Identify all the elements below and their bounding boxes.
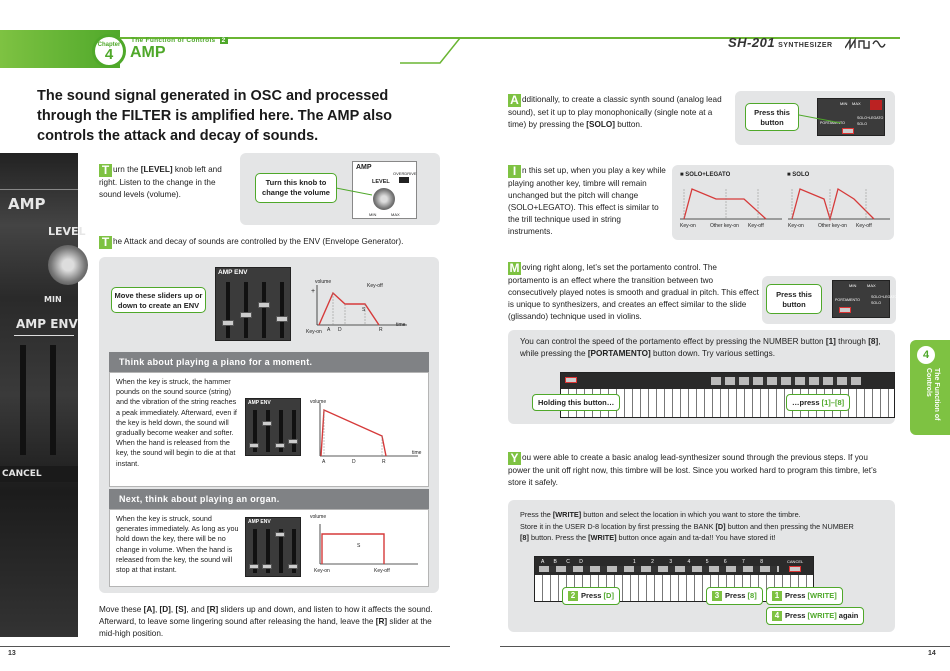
level-min-label: MIN (369, 212, 377, 217)
num-4: 4 (687, 559, 691, 565)
panel-portamento-button[interactable] (565, 377, 577, 383)
text: oving right along, let’s set the portamento control. The portamento is an effect where the transition between two consecutively played notes is smooth and gradual in pitch. This effect is unique to synthesizers, and creates an effect similar to the slide (glissando) technique used in violins. (508, 263, 759, 321)
callout-solo: Press this button (745, 103, 799, 131)
drop-cap: T (99, 164, 112, 177)
brand-name: SH-201 (728, 35, 776, 50)
text: urn the (113, 165, 141, 174)
num-5: 5 (705, 559, 709, 565)
step4-number: 4 (772, 611, 782, 621)
organ-panel (109, 509, 429, 587)
slider-s-track (262, 282, 266, 338)
write-line2 (520, 521, 890, 533)
amp-panel-title: AMP (356, 164, 372, 171)
solo-graph (786, 181, 892, 223)
page-number-left: 13 (8, 650, 16, 657)
callout-pointer (799, 111, 845, 125)
slider-a[interactable] (222, 320, 234, 326)
overdrive-label: OVERDRIVE (393, 171, 417, 176)
bank-d: D (579, 559, 583, 565)
portamento-panel (832, 280, 898, 318)
photo-label-level: LEVEL (48, 225, 86, 238)
photo-slider-track (20, 345, 26, 455)
number-labels (633, 559, 763, 565)
step3-callout (706, 587, 763, 605)
level-figure (240, 153, 440, 225)
step1-number: 1 (772, 591, 782, 601)
callout-portamento: Press this button (766, 284, 822, 314)
store-paragraph (508, 452, 888, 489)
brand-logo (728, 35, 833, 50)
legend-solo-legato: ■ SOLO+LEGATO (680, 172, 731, 178)
text: Store it in the USER D-8 location by first pressing the BANK (520, 521, 716, 531)
write-button[interactable] (789, 566, 801, 572)
piano-env-label: AMP ENV (248, 400, 271, 406)
text: Move these (99, 605, 144, 614)
slider-r-track (280, 282, 284, 338)
bank-number-buttons[interactable] (539, 566, 779, 572)
env-a-label: A (327, 327, 331, 333)
piano-env-panel (245, 398, 301, 456)
waveform-icon (845, 38, 887, 50)
text-accent: [1]–[8] (821, 398, 845, 407)
slider-d[interactable] (240, 312, 252, 318)
overdrive-button[interactable] (399, 177, 409, 183)
slider-s[interactable] (258, 302, 270, 308)
organ-slider-d (262, 564, 272, 569)
side-tab-number: 4 (917, 346, 935, 364)
piano-envelope-graph (310, 398, 425, 470)
callout-sliders: Move these sliders up or down to create an ENV (111, 287, 206, 313)
footer-rule-left (0, 646, 450, 647)
solo-legato-graph (678, 181, 784, 223)
text: Press the (520, 510, 553, 519)
level-knob[interactable] (373, 188, 395, 210)
piano-slider-s (275, 443, 285, 448)
adsr-instructions (99, 604, 439, 640)
step2-callout (562, 587, 620, 605)
level-knob-photo (48, 245, 88, 285)
text: button. Press the (528, 533, 589, 542)
level-paragraph (99, 164, 231, 201)
portamento-button[interactable] (839, 307, 851, 313)
write-text (520, 509, 890, 544)
legend-solo-text: SOLO (792, 172, 810, 178)
piano-heading: Think about playing a piano for a moment. (109, 352, 429, 372)
text: You can control the speed of the portamento effect by pressing the NUMBER button (520, 337, 826, 346)
text: again (836, 611, 859, 620)
porta-max-label: MAX (867, 283, 876, 288)
num-6: 6 (723, 559, 727, 565)
amp-env-label: AMP ENV (218, 269, 248, 276)
callout-holding: Holding this button… (532, 394, 620, 411)
text-bold: [1] (825, 337, 836, 346)
text: sliders up and down, and listen to how it affects the sound. Afterward, to leave some lingering sound after releasing the hand, leave the (99, 605, 433, 626)
text-bold: [PORTAMENTO] (587, 349, 651, 358)
bank-letters (541, 559, 583, 565)
section-label-text: The Function of Controls (131, 37, 216, 44)
env-volume-label: volume (315, 279, 332, 285)
piano-time-label: time (412, 450, 422, 456)
side-tab-text: The Function of Controls (925, 368, 940, 421)
chapter-side-tab[interactable] (910, 340, 950, 435)
graph2-keyoff: Key-off (856, 223, 872, 229)
text: through (835, 337, 869, 346)
env-keyoff-label: Key-off (367, 283, 383, 289)
env-r-label: R (379, 327, 383, 333)
text: knob left and right. Listen to the change in the sound levels (volume). (99, 165, 222, 199)
organ-slider-r (288, 564, 298, 569)
porta-legato-label: SOLO+LEGATO (871, 295, 898, 299)
section-label (131, 37, 228, 44)
amp-env-panel (215, 267, 291, 341)
portamento-figure (762, 276, 896, 324)
cancel-label: CANCEL (787, 559, 804, 564)
text: n this set up, when you play a key while playing another key, timbre will remain unchanged but the pitch will change (SOLO+LEGATO). This effect is similar to the trill technique used in string instruments. (508, 166, 666, 236)
solo-label: SOLO (857, 122, 867, 126)
env-d-label: D (338, 327, 342, 333)
section-number: 2 (221, 37, 226, 44)
text: ou were able to create a basic analog lead-synthesizer sound through the previous steps. If you power the unit off right now, this timbre will be lost. Since you worked hard to program this timbre, let’s store it safely. (508, 453, 877, 487)
portamento-speed-box (508, 330, 895, 424)
photo-label-amp: AMP (8, 195, 46, 213)
porta-solo-label: SOLO (871, 301, 881, 305)
env-keyon-label: Key-on (306, 329, 322, 335)
env-plus-label: + (311, 288, 316, 295)
graph1-keyoff: Key-off (748, 223, 764, 229)
bank-b: B (553, 559, 557, 565)
env-figure-box (99, 257, 439, 593)
text: , (170, 605, 176, 614)
text-accent: [D] (603, 591, 614, 600)
num-2: 2 (651, 559, 654, 565)
photo-rule2 (14, 335, 74, 336)
organ-volume-label: volume (310, 514, 327, 520)
solo-panel-red-strip (870, 100, 882, 110)
text-bold: [R] (206, 605, 219, 614)
piano-volume-label: volume (310, 399, 327, 405)
text: dditionally, to create a classic synth sound (analog lead sound), set it up to play monophonically (single note at a time) by pressing the (508, 95, 722, 129)
text-bold: [WRITE] (588, 533, 617, 542)
piano-slider-d (262, 421, 272, 426)
porta-min-label: MIN (849, 283, 857, 288)
graph1-other: Other key-on (710, 223, 739, 229)
piano-panel (109, 372, 429, 487)
text: Press (785, 611, 808, 620)
text: button and then pressing the NUMBER (725, 521, 854, 531)
solo-figure (735, 91, 895, 145)
callout-level: Turn this knob to change the volume (255, 173, 337, 203)
text-bold: [A] (143, 605, 155, 614)
bank-c: C (566, 559, 570, 565)
write-line1 (520, 509, 890, 521)
text: button once again and ta-da!! You have stored it! (616, 533, 776, 542)
step4-callout (766, 607, 864, 625)
step2-number: 2 (568, 591, 578, 601)
num-7: 7 (742, 559, 745, 565)
callout-pointer (336, 183, 376, 203)
organ-s-label: S (357, 543, 361, 549)
photo-slider-track (50, 345, 56, 455)
organ-heading: Next, think about playing an organ. (109, 489, 429, 509)
legend-solo: ■ SOLO (787, 172, 810, 178)
organ-slider-s (275, 532, 285, 537)
text: Press (785, 591, 808, 600)
solo-button[interactable] (842, 128, 854, 134)
graph2-keyon: Key-on (788, 223, 804, 229)
num-3: 3 (669, 559, 673, 565)
legato-figure (672, 165, 894, 240)
piano-r-label: R (382, 459, 386, 465)
text: button. (614, 120, 643, 129)
footer-rule-right (500, 646, 950, 647)
env-s-label: S (362, 307, 366, 313)
piano-d-label: D (352, 459, 356, 465)
num-1: 1 (633, 559, 636, 565)
text: Press (725, 591, 748, 600)
text: button and select the location in which you want to store the timbre. (581, 510, 801, 519)
chapter-badge (92, 34, 126, 68)
text-bold: [D] (159, 605, 171, 614)
text-accent: [8] (747, 591, 757, 600)
photo-label-min: MIN (44, 295, 62, 304)
piano-a-label: A (322, 459, 326, 465)
text-bold: [SOLO] (586, 120, 615, 129)
drop-cap: M (509, 261, 520, 275)
piano-slider-r (288, 439, 298, 444)
text-bold: [D] (715, 521, 726, 531)
text: slider at the mid-high position. (99, 617, 432, 638)
level-max-label: MAX (391, 212, 400, 217)
graph1-keyon: Key-on (680, 223, 696, 229)
organ-keyon-label: Key-on (314, 568, 330, 574)
chapter-label: Chapter (97, 42, 121, 48)
portamento-paragraph (508, 262, 760, 323)
env-time-label: time (396, 322, 406, 328)
organ-env-panel (245, 517, 301, 577)
text-accent: [WRITE] (807, 611, 837, 620)
text: he Attack and decay of sounds are controlled by the ENV (Envelope Generator). (113, 237, 404, 246)
text: , and (186, 605, 207, 614)
text-accent: [WRITE] (807, 591, 837, 600)
num-8: 8 (760, 559, 763, 565)
photo-label-ampenv: AMP ENV (16, 317, 78, 331)
callout-press-range (786, 394, 850, 411)
text: button down. Try various settings. (650, 349, 775, 358)
text-bold: [LEVEL] (140, 165, 173, 174)
text-bold: [8] (520, 533, 529, 542)
drop-cap: T (99, 236, 112, 249)
portamento-speed-text (520, 336, 888, 360)
text: , while pressing the (520, 337, 881, 358)
text-bold: [S] (175, 605, 187, 614)
number-buttons-row[interactable] (711, 377, 861, 385)
drop-cap: Y (508, 452, 521, 465)
level-label: LEVEL (372, 179, 390, 185)
text-bold: [8] (868, 337, 879, 346)
piano-text: When the key is struck, the hammer pounds on the sound source (string) and the vibration of the string reaches a peak immediately. Afterward, even if the key is held down, the sound will gradually become weaker and softer. When the hand is released from the key, the sound will begin to die at that instant. (116, 377, 237, 468)
page-title: AMP (130, 44, 166, 61)
chapter-number: 4 (104, 46, 114, 63)
drop-cap: I (508, 165, 521, 178)
write-line3 (520, 532, 890, 544)
piano-slider-a (249, 443, 259, 448)
organ-text: When the key is struck, sound generates immediately. As long as you hold down the key, there will be no change in volume. When the hand is released from the key, the sound will stop at that instant. (116, 514, 239, 575)
write-box (508, 500, 895, 632)
organ-env-label: AMP ENV (248, 519, 271, 525)
step3-number: 3 (712, 591, 722, 601)
lead-paragraph: The sound signal generated in OSC and processed through the FILTER is amplified here. The AMP also controls the attack and decay of sounds. (37, 88, 393, 144)
brand-sub: SYNTHESIZER (778, 42, 833, 49)
amp-panel-photo (0, 153, 86, 637)
graph2-other: Other key-on (818, 223, 847, 229)
solo-paragraph (508, 94, 723, 131)
photo-rule (0, 189, 78, 190)
organ-envelope-graph (310, 516, 425, 571)
step1-callout (766, 587, 843, 605)
porta-label: PORTAMENTO (835, 298, 860, 302)
text: …press (792, 398, 822, 407)
piano-slider-track (292, 410, 296, 452)
solo-min-label: MIN (840, 101, 848, 106)
slider-d-track (244, 282, 248, 338)
slider-r[interactable] (276, 316, 288, 322)
organ-keyoff-label: Key-off (374, 568, 390, 574)
text-bold: [WRITE] (552, 510, 582, 519)
slider-a-track (226, 282, 230, 338)
text: , (154, 605, 160, 614)
legend-solo-legato-text: SOLO+LEGATO (685, 172, 731, 178)
solo-portamento-label: PORTAMENTO (820, 121, 845, 125)
organ-slider-a (249, 564, 259, 569)
solo-legato-label: SOLO+LEGATO (857, 116, 884, 120)
solo-max-label: MAX (852, 101, 861, 106)
text: Press (581, 591, 604, 600)
text-bold: [R] (375, 617, 388, 626)
photo-label-cancel: CANCEL (2, 469, 42, 479)
bank-a: A (541, 559, 545, 565)
drop-cap: A (508, 94, 521, 107)
piano-slider-track (266, 410, 270, 452)
env-intro-paragraph (99, 236, 439, 249)
page-number-right: 14 (928, 650, 936, 657)
legato-paragraph (508, 165, 666, 238)
